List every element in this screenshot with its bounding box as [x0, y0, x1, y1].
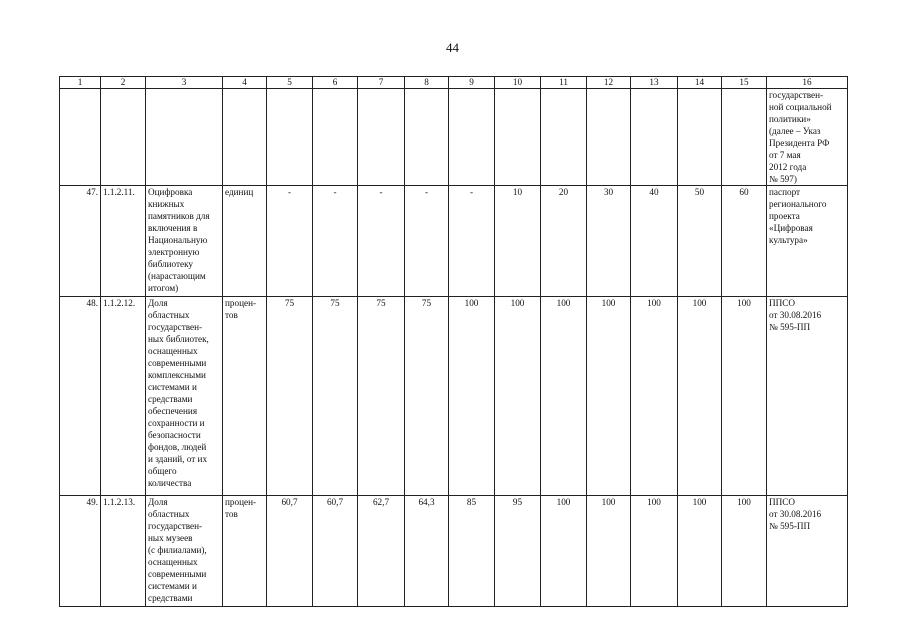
column-number: 6	[313, 77, 358, 89]
value-cell: 75	[267, 297, 313, 496]
indicator-code: 1.1.2.13.	[101, 496, 146, 607]
source-cell: ППСО от 30.08.2016 № 595-ПП	[767, 496, 848, 607]
row-number: 47.	[60, 186, 101, 297]
column-number: 7	[358, 77, 405, 89]
table-cell	[449, 89, 495, 186]
column-number: 13	[631, 77, 678, 89]
value-cell: 100	[678, 496, 722, 607]
table-cell	[313, 89, 358, 186]
value-cell: 100	[631, 297, 678, 496]
value-cell: 100	[722, 496, 767, 607]
column-number: 14	[678, 77, 722, 89]
value-cell: -	[313, 186, 358, 297]
value-cell: 100	[631, 496, 678, 607]
value-cell: 62,7	[358, 496, 405, 607]
indicator-code: 1.1.2.12.	[101, 297, 146, 496]
table-cell	[587, 89, 631, 186]
table-cell	[60, 89, 101, 186]
unit-cell: процен- тов	[223, 496, 267, 607]
table-cell	[631, 89, 678, 186]
table-row	[60, 297, 848, 496]
value-cell: 75	[358, 297, 405, 496]
table-cell	[146, 89, 223, 186]
value-cell: 75	[405, 297, 449, 496]
column-number: 1	[60, 77, 101, 89]
value-cell: 100	[587, 297, 631, 496]
column-number: 3	[146, 77, 223, 89]
value-cell: 20	[541, 186, 587, 297]
value-cell: 75	[313, 297, 358, 496]
table-cell	[358, 89, 405, 186]
value-cell: 95	[495, 496, 541, 607]
indicator-name: Доля областных государствен- ных музеев (с филиалами), оснащенных современными системами и средствами	[146, 496, 223, 607]
table-cell	[101, 89, 146, 186]
column-number: 9	[449, 77, 495, 89]
indicator-code: 1.1.2.11.	[101, 186, 146, 297]
value-cell: 40	[631, 186, 678, 297]
value-cell: -	[267, 186, 313, 297]
value-cell: 30	[587, 186, 631, 297]
table-cell	[541, 89, 587, 186]
column-number: 15	[722, 77, 767, 89]
continuation-row	[60, 89, 848, 186]
column-number: 5	[267, 77, 313, 89]
value-cell: 100	[541, 496, 587, 607]
value-cell: 60,7	[267, 496, 313, 607]
value-cell: 60	[722, 186, 767, 297]
source-cell: государствен- ной социальной политики» (далее – Указ Президента РФ от 7 мая 2012 года № 597)	[767, 89, 848, 186]
value-cell: 100	[722, 297, 767, 496]
table-cell	[267, 89, 313, 186]
value-cell: 100	[495, 297, 541, 496]
value-cell: 10	[495, 186, 541, 297]
table-row	[60, 186, 848, 297]
column-number: 2	[101, 77, 146, 89]
column-number: 12	[587, 77, 631, 89]
value-cell: -	[405, 186, 449, 297]
column-number-row	[60, 77, 848, 89]
value-cell: 100	[587, 496, 631, 607]
column-number: 10	[495, 77, 541, 89]
unit-cell: процен- тов	[223, 297, 267, 496]
value-cell: -	[358, 186, 405, 297]
value-cell: 100	[449, 297, 495, 496]
value-cell: 60,7	[313, 496, 358, 607]
source-cell: паспорт регионального проекта «Цифровая культура»	[767, 186, 848, 297]
value-cell: 50	[678, 186, 722, 297]
value-cell: 85	[449, 496, 495, 607]
table-cell	[223, 89, 267, 186]
value-cell: -	[449, 186, 495, 297]
indicators-table	[59, 76, 848, 607]
value-cell: 64,3	[405, 496, 449, 607]
row-number: 48.	[60, 297, 101, 496]
table-row	[60, 496, 848, 607]
indicator-name: Оцифровка книжных памятников для включения в Национальную электронную библиотеку (нарастающим итогом)	[146, 186, 223, 297]
column-number: 4	[223, 77, 267, 89]
page-number: 44	[446, 40, 459, 55]
column-number: 8	[405, 77, 449, 89]
column-number: 11	[541, 77, 587, 89]
source-cell: ППСО от 30.08.2016 № 595-ПП	[767, 297, 848, 496]
indicator-name: Доля областных государствен- ных библиотек, оснащенных современными комплексными системами и средствами обеспечения сохранности и безопасности фондов, людей и зданий, от их общего количества	[146, 297, 223, 496]
table-cell	[495, 89, 541, 186]
table-cell	[678, 89, 722, 186]
table-cell	[405, 89, 449, 186]
value-cell: 100	[678, 297, 722, 496]
unit-cell: единиц	[223, 186, 267, 297]
column-number: 16	[767, 77, 848, 89]
value-cell: 100	[541, 297, 587, 496]
row-number: 49.	[60, 496, 101, 607]
table-cell	[722, 89, 767, 186]
